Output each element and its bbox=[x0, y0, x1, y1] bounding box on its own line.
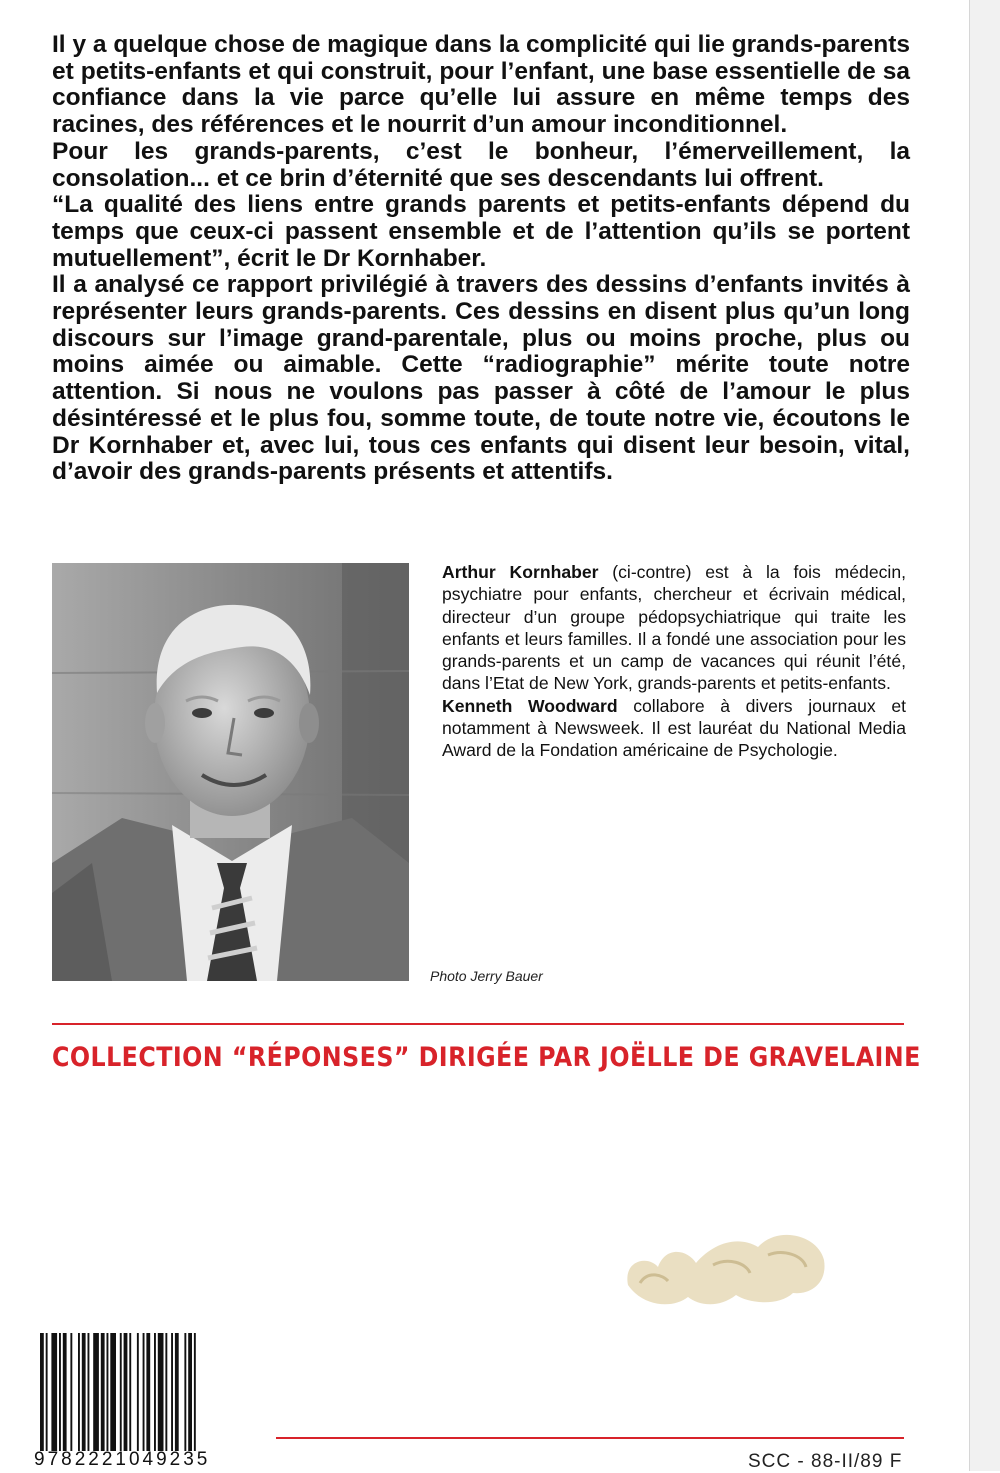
barcode-bar bbox=[70, 1333, 72, 1451]
author-2-name: Kenneth Woodward bbox=[442, 695, 618, 716]
barcode-bar bbox=[46, 1333, 48, 1451]
author-2-text: collabore à divers journaux et notamment à Newsweek. Il est lauréat du National Media Award de la Fondation américaine de Psychologie. bbox=[442, 695, 906, 761]
author-2-bio bbox=[442, 695, 906, 762]
author-1-name: Arthur Kornhaber bbox=[442, 562, 599, 582]
barcode-bar bbox=[137, 1333, 139, 1451]
collection-heading: COLLECTION “RÉPONSES” DIRIGÉE PAR JOËLLE DE GRAVELAINE bbox=[52, 1042, 921, 1073]
blurb-paragraph-1: Il y a quelque chose de magique dans la complicité qui lie grands-parents et petits-enfants et qui construit, pour l’enfant, une base essentielle de sa confiance dans la vie parce qu’elle lui assure en même temps des racines, des références et le nourrit d’un amour inconditionnel. bbox=[52, 31, 910, 139]
barcode-bar bbox=[88, 1333, 90, 1451]
top-red-rule bbox=[52, 1023, 904, 1025]
barcode-bar bbox=[175, 1333, 179, 1451]
author-1-bio bbox=[442, 561, 906, 695]
barcode-bar bbox=[124, 1333, 128, 1451]
barcode-bar bbox=[40, 1333, 44, 1451]
barcode-bar bbox=[171, 1333, 173, 1451]
barcode-bar bbox=[129, 1333, 131, 1451]
barcode-bar bbox=[194, 1333, 196, 1451]
blurb-paragraph-2: Pour les grands-parents, c’est le bonheur, l’émerveillement, la consolation... et ce brin d’éternité que ses descendants lui offrent. bbox=[52, 137, 910, 192]
barcode-bar bbox=[188, 1333, 192, 1451]
author-portrait-photo bbox=[52, 563, 409, 981]
paper-stain bbox=[618, 1215, 830, 1311]
barcode-bar bbox=[107, 1333, 109, 1451]
barcode-bar bbox=[154, 1333, 156, 1451]
barcode-bar bbox=[78, 1333, 80, 1451]
barcode-bar bbox=[63, 1333, 67, 1451]
barcode-bar bbox=[120, 1333, 122, 1451]
barcode-bar bbox=[51, 1333, 57, 1451]
barcode-bar bbox=[146, 1333, 150, 1451]
barcode-bar bbox=[158, 1333, 164, 1451]
back-cover-blurb bbox=[52, 32, 910, 486]
author-1-text: (ci-contre) est à la fois médecin, psychiatre pour enfants, chercheur et écrivain médical, directeur d’un groupe pédopsychiatrique qui traite les enfants et leurs familles. Il a fondé une association pour les grands-parents et un camp de vacances qui réunit l’été, dans l’Etat de New York, grands-parents et petits-enfants. bbox=[442, 562, 906, 694]
barcode-bar bbox=[110, 1333, 116, 1451]
barcode-bar bbox=[184, 1333, 186, 1451]
barcode-bars bbox=[34, 1333, 266, 1451]
barcode-bar bbox=[93, 1333, 99, 1451]
bottom-red-rule bbox=[276, 1437, 904, 1439]
barcode-number: 9782221049235 bbox=[34, 1449, 211, 1470]
cover-edge bbox=[969, 0, 1000, 1471]
author-biographies bbox=[442, 561, 906, 762]
barcode-bar bbox=[101, 1333, 105, 1451]
blurb-paragraph-3: “La qualité des liens entre grands parents et petits-enfants dépend du temps que ceux-ci passent ensemble et de l’attention qu’ils se portent mutuellement”, écrit le Dr Kornhaber. bbox=[52, 191, 910, 272]
barcode-bar bbox=[59, 1333, 61, 1451]
photo-credit: Photo Jerry Bauer bbox=[430, 968, 543, 984]
barcode-bar bbox=[165, 1333, 167, 1451]
blurb-paragraph-4: Il a analysé ce rapport privilégié à travers des dessins d’enfants invités à représenter leurs grands-parents. Ces dessins en disent plus qu’un long discours sur l’image grand-parentale, plus ou moins proche, plus ou moins aimée ou aimable. Cette “radiographie” mérite toute notre attention. Si nous ne voulons pas passer à côté de l’amour le plus désintéressé et le plus fou, somme toute, de toute notre vie, écoutons le Dr Kornhaber et, avec lui, tous ces enfants qui disent leur besoin, vital, d’avoir des grands-parents présents et attentifs. bbox=[52, 271, 910, 486]
barcode-bar bbox=[82, 1333, 86, 1451]
edition-code: SCC - 88-II/89 F bbox=[748, 1451, 903, 1472]
isbn-barcode bbox=[34, 1333, 266, 1471]
barcode-bar bbox=[143, 1333, 145, 1451]
